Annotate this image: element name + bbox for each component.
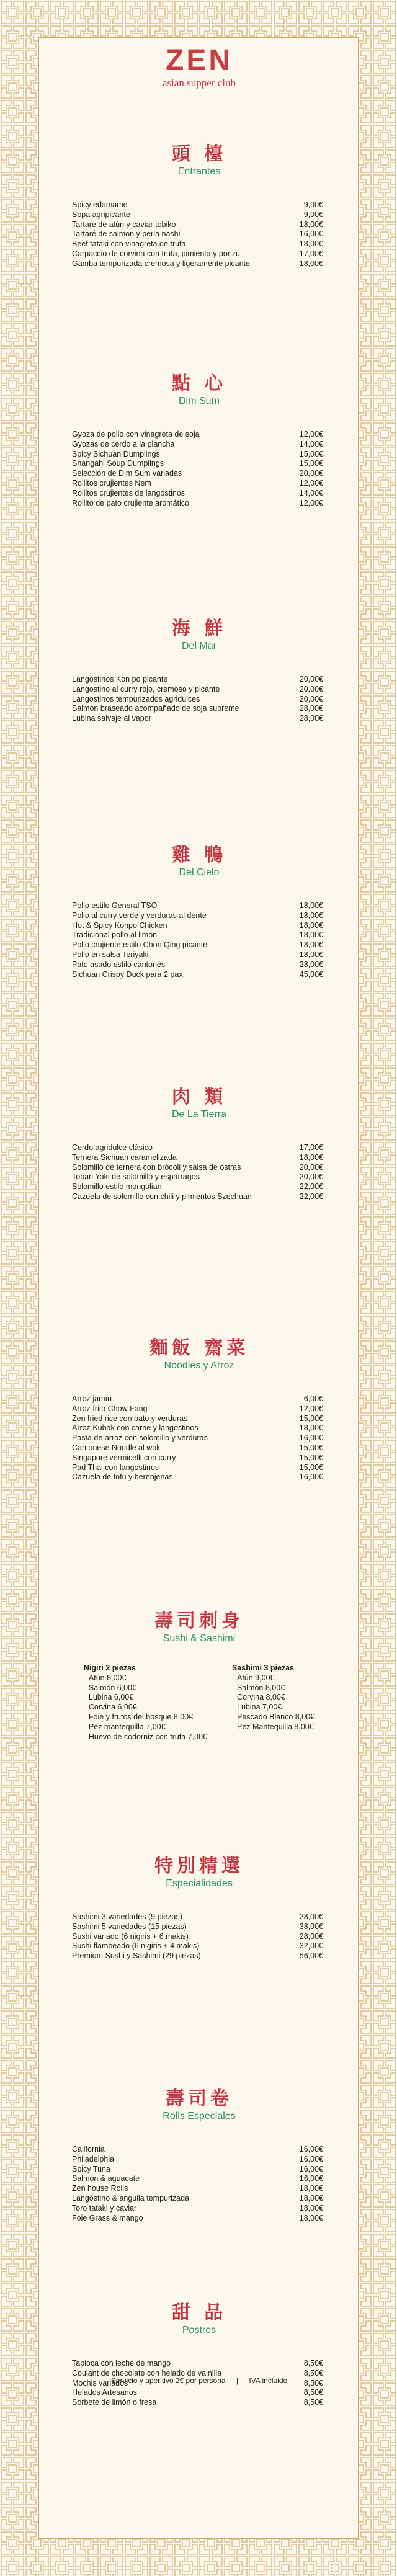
menu-item xyxy=(72,960,323,970)
menu-item xyxy=(72,704,323,714)
item-price: 18,00€ xyxy=(299,2193,323,2203)
section-title: Del Mar xyxy=(181,641,216,651)
item-price: 18,00€ xyxy=(299,1424,323,1433)
menu-section xyxy=(39,1855,359,1961)
item-price: 12,00€ xyxy=(299,498,323,507)
item-price: 12,00€ xyxy=(299,1404,323,1413)
item-name: Mochis variados xyxy=(72,2378,128,2387)
menu-section xyxy=(39,1337,359,1482)
item-price: 18,00€ xyxy=(299,950,323,959)
menu-item xyxy=(72,1932,323,1942)
section-heading xyxy=(39,1610,359,1645)
item-price: 20,00€ xyxy=(299,694,323,703)
item-price: 16,00€ xyxy=(299,2154,323,2164)
menu-section xyxy=(39,844,359,979)
section-title: Noodles y Arroz xyxy=(164,1360,234,1371)
sushi-item: Pescado Blanco 8,00€ xyxy=(237,1712,315,1721)
nigiri-column xyxy=(84,1664,207,1742)
menu-section xyxy=(39,618,359,724)
footer-note xyxy=(39,2376,359,2385)
item-name: Shangahi Soup Dumplings xyxy=(72,459,164,468)
section-heading xyxy=(39,373,359,408)
menu-item xyxy=(72,2184,323,2194)
item-price: 12,00€ xyxy=(299,430,323,439)
menu-item xyxy=(72,200,323,210)
item-name: Salmón braseado acompañado de soja supreme xyxy=(72,704,239,713)
sushi-item: Pez mantequilla 7,00€ xyxy=(88,1722,166,1731)
section-chinese-title: 點 心 xyxy=(171,373,227,394)
menu-section xyxy=(39,2088,359,2223)
item-name: Pollo crujiente estilo Chon Qing picante xyxy=(72,940,208,950)
item-price: 6,00€ xyxy=(303,1394,323,1403)
item-price: 14,00€ xyxy=(299,488,323,497)
item-price: 15,00€ xyxy=(299,449,323,458)
item-price: 32,00€ xyxy=(299,1941,323,1951)
menu-item xyxy=(72,499,323,509)
menu-item xyxy=(72,2204,323,2214)
item-name: Ternera Sichuan caramelizada xyxy=(72,1152,177,1162)
menu-item xyxy=(72,259,323,269)
item-price: 14,00€ xyxy=(299,439,323,448)
item-name: Tradicional pollo al limón xyxy=(72,930,158,940)
sushi-item: Lubina 7,00€ xyxy=(237,1703,282,1712)
item-price: 15,00€ xyxy=(299,459,323,468)
sushi-item: Corvina 8,00€ xyxy=(237,1693,285,1702)
menu-item xyxy=(72,1153,323,1163)
menu-item xyxy=(72,1951,323,1961)
sushi-item: Pez Mantequilla 8,00€ xyxy=(237,1722,314,1731)
item-name: Spicy edamame xyxy=(72,200,128,209)
menu-item xyxy=(72,901,323,911)
section-chinese-title: 海 鮮 xyxy=(171,618,227,640)
section-title: Dim Sum xyxy=(179,396,220,406)
item-name: Solomillo estilo mongolian xyxy=(72,1182,162,1192)
menu-item xyxy=(72,685,323,695)
item-price: 8,50€ xyxy=(303,2378,323,2387)
menu-item xyxy=(72,2214,323,2224)
item-name: Langostinos tempurizados agridulces xyxy=(72,694,200,703)
section-title: Del Cielo xyxy=(179,867,220,878)
item-name: Zen fried rice con pato y verduras xyxy=(72,1414,188,1423)
menu-section xyxy=(39,2302,359,2408)
item-name: Cantonese Noodle al wok xyxy=(72,1443,161,1452)
section-title: Sushi & Sashimi xyxy=(163,1633,236,1644)
item-name: Singapore vermicelli con curry xyxy=(72,1453,176,1462)
item-list xyxy=(39,1143,359,1202)
item-name: Arroz frito Chow Fang xyxy=(72,1404,148,1413)
item-price: 18,00€ xyxy=(299,911,323,920)
item-name: Toban Yaki de solomillo y espárragos xyxy=(72,1172,200,1182)
item-price: 18,00€ xyxy=(299,2203,323,2213)
item-price: 16,00€ xyxy=(299,2145,323,2154)
item-name: Pollo al curry verde y verduras al dente xyxy=(72,911,207,920)
menu-item xyxy=(72,714,323,724)
section-chinese-title: 甜 品 xyxy=(171,2302,227,2324)
menu-item xyxy=(72,210,323,220)
sushi-item: Salmón 8,00€ xyxy=(237,1683,285,1692)
menu-item xyxy=(72,1182,323,1192)
item-price: 15,00€ xyxy=(299,1414,323,1423)
item-price: 9,00€ xyxy=(303,210,323,219)
item-price: 16,00€ xyxy=(299,2174,323,2183)
menu-item xyxy=(72,489,323,499)
item-name: Sushi flambeado (6 nigiris + 4 makis) xyxy=(72,1941,200,1951)
item-price: 28,00€ xyxy=(299,960,323,969)
menu-item xyxy=(72,2145,323,2155)
item-list xyxy=(39,1394,359,1482)
section-heading xyxy=(39,1086,359,1121)
item-name: Spicy Tuna xyxy=(72,2164,110,2173)
menu-item xyxy=(72,911,323,921)
item-name: Toro tataki y caviar xyxy=(72,2203,137,2213)
menu-item xyxy=(72,695,323,705)
menu-item xyxy=(72,970,323,980)
item-name: Zen house Rolls xyxy=(72,2184,128,2193)
item-name: Sichuan Crispy Duck para 2 pax. xyxy=(72,969,185,979)
item-price: 28,00€ xyxy=(299,704,323,713)
menu-item xyxy=(72,2359,323,2369)
menu-item xyxy=(72,430,323,440)
sushi-item: Atún 8,00€ xyxy=(88,1673,127,1682)
menu-section xyxy=(39,373,359,508)
item-price: 9,00€ xyxy=(303,200,323,209)
item-price: 8,50€ xyxy=(303,2388,323,2397)
item-name: Philadelphia xyxy=(72,2154,115,2164)
section-chinese-title: 壽司刺身 xyxy=(154,1610,244,1632)
item-price: 20,00€ xyxy=(299,469,323,478)
item-name: Cazuela de solomillo con chili y pimientos Szechuan xyxy=(72,1192,252,1201)
section-chinese-title: 壽司卷 xyxy=(166,2088,233,2110)
menu-item xyxy=(72,930,323,940)
brand-logo: ZEN xyxy=(166,44,233,77)
item-price: 28,00€ xyxy=(299,714,323,723)
item-price: 45,00€ xyxy=(299,969,323,979)
item-name: Sushi variado (6 nigiris + 6 makis) xyxy=(72,1932,189,1941)
menu-item xyxy=(72,1463,323,1473)
sushi-item: Huevo de codorniz con trufa 7,00€ xyxy=(88,1732,207,1741)
item-name: Langostinos Kon po picante xyxy=(72,675,168,684)
item-name: Cazuela de tofu y berenjenas xyxy=(72,1473,173,1482)
item-price: 18,00€ xyxy=(299,2184,323,2193)
item-price: 12,00€ xyxy=(299,478,323,488)
sashimi-column xyxy=(232,1664,314,1742)
item-name: Pollo en salsa Teriyaki xyxy=(72,950,149,959)
menu-item xyxy=(72,1394,323,1404)
menu-item xyxy=(72,249,323,259)
menu-item xyxy=(72,479,323,489)
item-name: Gyozas de cerdo a la plancha xyxy=(72,439,175,448)
menu-item xyxy=(72,1404,323,1414)
item-price: 8,50€ xyxy=(303,2368,323,2378)
item-name: Rollitos crujientes Nem xyxy=(72,478,151,488)
menu-item xyxy=(72,220,323,230)
menu-item xyxy=(72,239,323,249)
item-price: 20,00€ xyxy=(299,1172,323,1182)
item-name: Arroz Kubak con carne y langostinos xyxy=(72,1424,198,1433)
section-chinese-title: 雞 鴨 xyxy=(171,844,227,866)
item-price: 18,00€ xyxy=(299,920,323,930)
menu-item xyxy=(72,440,323,450)
item-price: 20,00€ xyxy=(299,684,323,693)
item-list xyxy=(39,2145,359,2223)
sushi-item: Salmón 6,00€ xyxy=(88,1683,137,1692)
sushi-item: Foie y frutos del bosque 8,00€ xyxy=(88,1712,194,1721)
footer-separator: | xyxy=(236,2376,239,2385)
item-name: Spicy Sichuan Dumplings xyxy=(72,449,160,458)
menu-item xyxy=(72,2155,323,2165)
item-name: Cerdo agridulce clásico xyxy=(72,1143,153,1152)
item-name: Tartaré de salmon y perla nashi xyxy=(72,230,181,239)
item-price: 18,00€ xyxy=(299,901,323,910)
menu-item xyxy=(72,1453,323,1463)
section-chinese-title: 特別精選 xyxy=(154,1855,244,1877)
item-price: 15,00€ xyxy=(299,1453,323,1462)
menu-item xyxy=(72,469,323,479)
sushi-item: Corvina 6,00€ xyxy=(88,1703,137,1712)
item-price: 15,00€ xyxy=(299,1443,323,1452)
item-list xyxy=(39,1912,359,1961)
item-name: Sashimi 5 variedades (15 piezas) xyxy=(72,1922,187,1931)
item-name: Rollito de pato crujiente aromático xyxy=(72,498,189,507)
item-name: Rollitos crujientes de langostinos xyxy=(72,488,185,497)
item-price: 17,00€ xyxy=(299,1143,323,1152)
item-name: Sorbete de limón o fresa xyxy=(72,2398,157,2407)
item-price: 16,00€ xyxy=(299,1473,323,1482)
item-name: Hot & Spicy Konpo Chicken xyxy=(72,920,167,930)
section-heading xyxy=(39,1337,359,1372)
item-price: 56,00€ xyxy=(299,1951,323,1961)
item-price: 18,00€ xyxy=(299,239,323,249)
item-list xyxy=(39,901,359,979)
brand-subtitle: asian supper club xyxy=(162,77,236,89)
item-name: Beef tataki con vinagreta de trufa xyxy=(72,239,186,249)
item-name: Arroz jamín xyxy=(72,1394,112,1403)
section-heading xyxy=(39,618,359,653)
menu-item xyxy=(72,1443,323,1453)
item-price: 38,00€ xyxy=(299,1922,323,1931)
menu-item xyxy=(72,1172,323,1182)
item-name: Pasta de arroz con solomillo y verduras xyxy=(72,1433,208,1443)
item-name: Pato asado estilo cantonés xyxy=(72,960,166,969)
service-note: Servicio y aperitivo 2€ por persona xyxy=(110,2376,226,2385)
menu-item xyxy=(72,1473,323,1482)
column-heading: Sashimi 3 piezas xyxy=(232,1664,295,1672)
item-price: 20,00€ xyxy=(299,1162,323,1172)
item-name: Langostino & anguila tempurizada xyxy=(72,2193,190,2203)
item-name: Premium Sushi y Sashimi (29 piezas) xyxy=(72,1951,201,1961)
menu-section xyxy=(39,1610,359,1742)
item-list xyxy=(39,200,359,269)
item-name: Carpaccio de corvina con trufa, pimienta y ponzu xyxy=(72,249,240,258)
section-heading xyxy=(39,1855,359,1890)
menu-item xyxy=(72,230,323,239)
menu-item xyxy=(72,1143,323,1153)
menu-item xyxy=(72,940,323,950)
menu-item xyxy=(72,1192,323,1202)
item-price: 18,00€ xyxy=(299,940,323,950)
item-name: Pollo estilo General TSO xyxy=(72,901,158,910)
menu-item xyxy=(72,1414,323,1424)
menu-item xyxy=(72,1912,323,1922)
sushi-columns xyxy=(39,1664,359,1742)
sushi-item: Atún 9,00€ xyxy=(237,1673,275,1682)
item-price: 28,00€ xyxy=(299,1932,323,1941)
item-price: 22,00€ xyxy=(299,1192,323,1201)
menu-item xyxy=(72,1433,323,1443)
vat-note: IVA incluido xyxy=(249,2376,288,2385)
menu-item xyxy=(72,2194,323,2204)
item-list xyxy=(39,675,359,724)
item-name: Gamba tempurizada cremosa y ligeramente picante xyxy=(72,259,250,268)
menu-item xyxy=(72,2165,323,2175)
item-name: California xyxy=(72,2145,105,2154)
item-price: 16,00€ xyxy=(299,2164,323,2173)
item-name: Langostino al curry rojo, cremoso y picante xyxy=(72,684,220,693)
section-chinese-title: 頭 檯 xyxy=(171,143,227,165)
item-name: Pad Thai con langostinos xyxy=(72,1463,159,1472)
item-price: 22,00€ xyxy=(299,1182,323,1192)
item-name: Coulant de chocolate con helado de vainilla xyxy=(72,2368,222,2378)
menu-item xyxy=(72,675,323,685)
section-heading xyxy=(39,143,359,178)
menu-item xyxy=(72,921,323,931)
section-title: Entrantes xyxy=(177,166,221,177)
item-price: 18,00€ xyxy=(299,1152,323,1162)
item-price: 16,00€ xyxy=(299,230,323,239)
menu-item xyxy=(72,1941,323,1951)
item-list xyxy=(39,430,359,508)
menu-section xyxy=(39,1086,359,1202)
menu-item xyxy=(72,950,323,960)
item-price: 8,50€ xyxy=(303,2359,323,2368)
item-name: Foie Grass & mango xyxy=(72,2213,143,2222)
item-price: 18,00€ xyxy=(299,930,323,940)
section-title: Especialidades xyxy=(166,1878,233,1889)
item-price: 18,00€ xyxy=(299,2213,323,2222)
menu-item xyxy=(72,2174,323,2184)
menu-item xyxy=(72,1163,323,1173)
item-price: 8,50€ xyxy=(303,2398,323,2407)
item-price: 28,00€ xyxy=(299,1912,323,1921)
section-chinese-title: 麵飯 齋菜 xyxy=(149,1337,249,1359)
item-name: Salmón & aguacate xyxy=(72,2174,140,2183)
menu-item xyxy=(72,2398,323,2408)
item-price: 18,00€ xyxy=(299,259,323,268)
item-price: 15,00€ xyxy=(299,1463,323,1472)
menu-item xyxy=(72,1424,323,1433)
item-name: Tapioca con leche de mango xyxy=(72,2359,171,2368)
menu-panel xyxy=(38,37,359,2539)
item-name: Selección de Dim Sum variadas xyxy=(72,469,182,478)
menu-item xyxy=(72,459,323,469)
item-price: 18,00€ xyxy=(299,220,323,229)
section-heading xyxy=(39,2302,359,2337)
column-heading: Nigiri 2 piezas xyxy=(83,1664,136,1672)
item-name: Sopa agripicante xyxy=(72,210,130,219)
item-price: 17,00€ xyxy=(299,249,323,258)
item-name: Gyoza de pollo con vinagreta de soja xyxy=(72,430,200,439)
menu-item xyxy=(72,1922,323,1932)
item-name: Tartare de atún y caviar tobiko xyxy=(72,220,176,229)
item-name: Sashimi 3 variedades (9 piezas) xyxy=(72,1912,182,1921)
item-name: Solomillo de ternera con brócoli y salsa de ostras xyxy=(72,1162,241,1172)
section-chinese-title: 肉 類 xyxy=(171,1086,227,1108)
menu-item xyxy=(72,2388,323,2398)
item-price: 16,00€ xyxy=(299,1433,323,1443)
sushi-item: Lubina 6,00€ xyxy=(88,1693,134,1702)
item-price: 20,00€ xyxy=(299,675,323,684)
section-title: Rolls Especiales xyxy=(163,2111,236,2121)
section-title: De La Tierra xyxy=(171,1109,227,1120)
section-heading xyxy=(39,2088,359,2123)
menu-item xyxy=(72,450,323,460)
item-name: Lubina salvaje al vapor xyxy=(72,714,151,723)
section-heading xyxy=(39,844,359,879)
item-name: Helados Artesanos xyxy=(72,2388,137,2397)
section-title: Postres xyxy=(182,2325,216,2335)
brand-header xyxy=(39,45,359,89)
menu-section xyxy=(39,143,359,269)
